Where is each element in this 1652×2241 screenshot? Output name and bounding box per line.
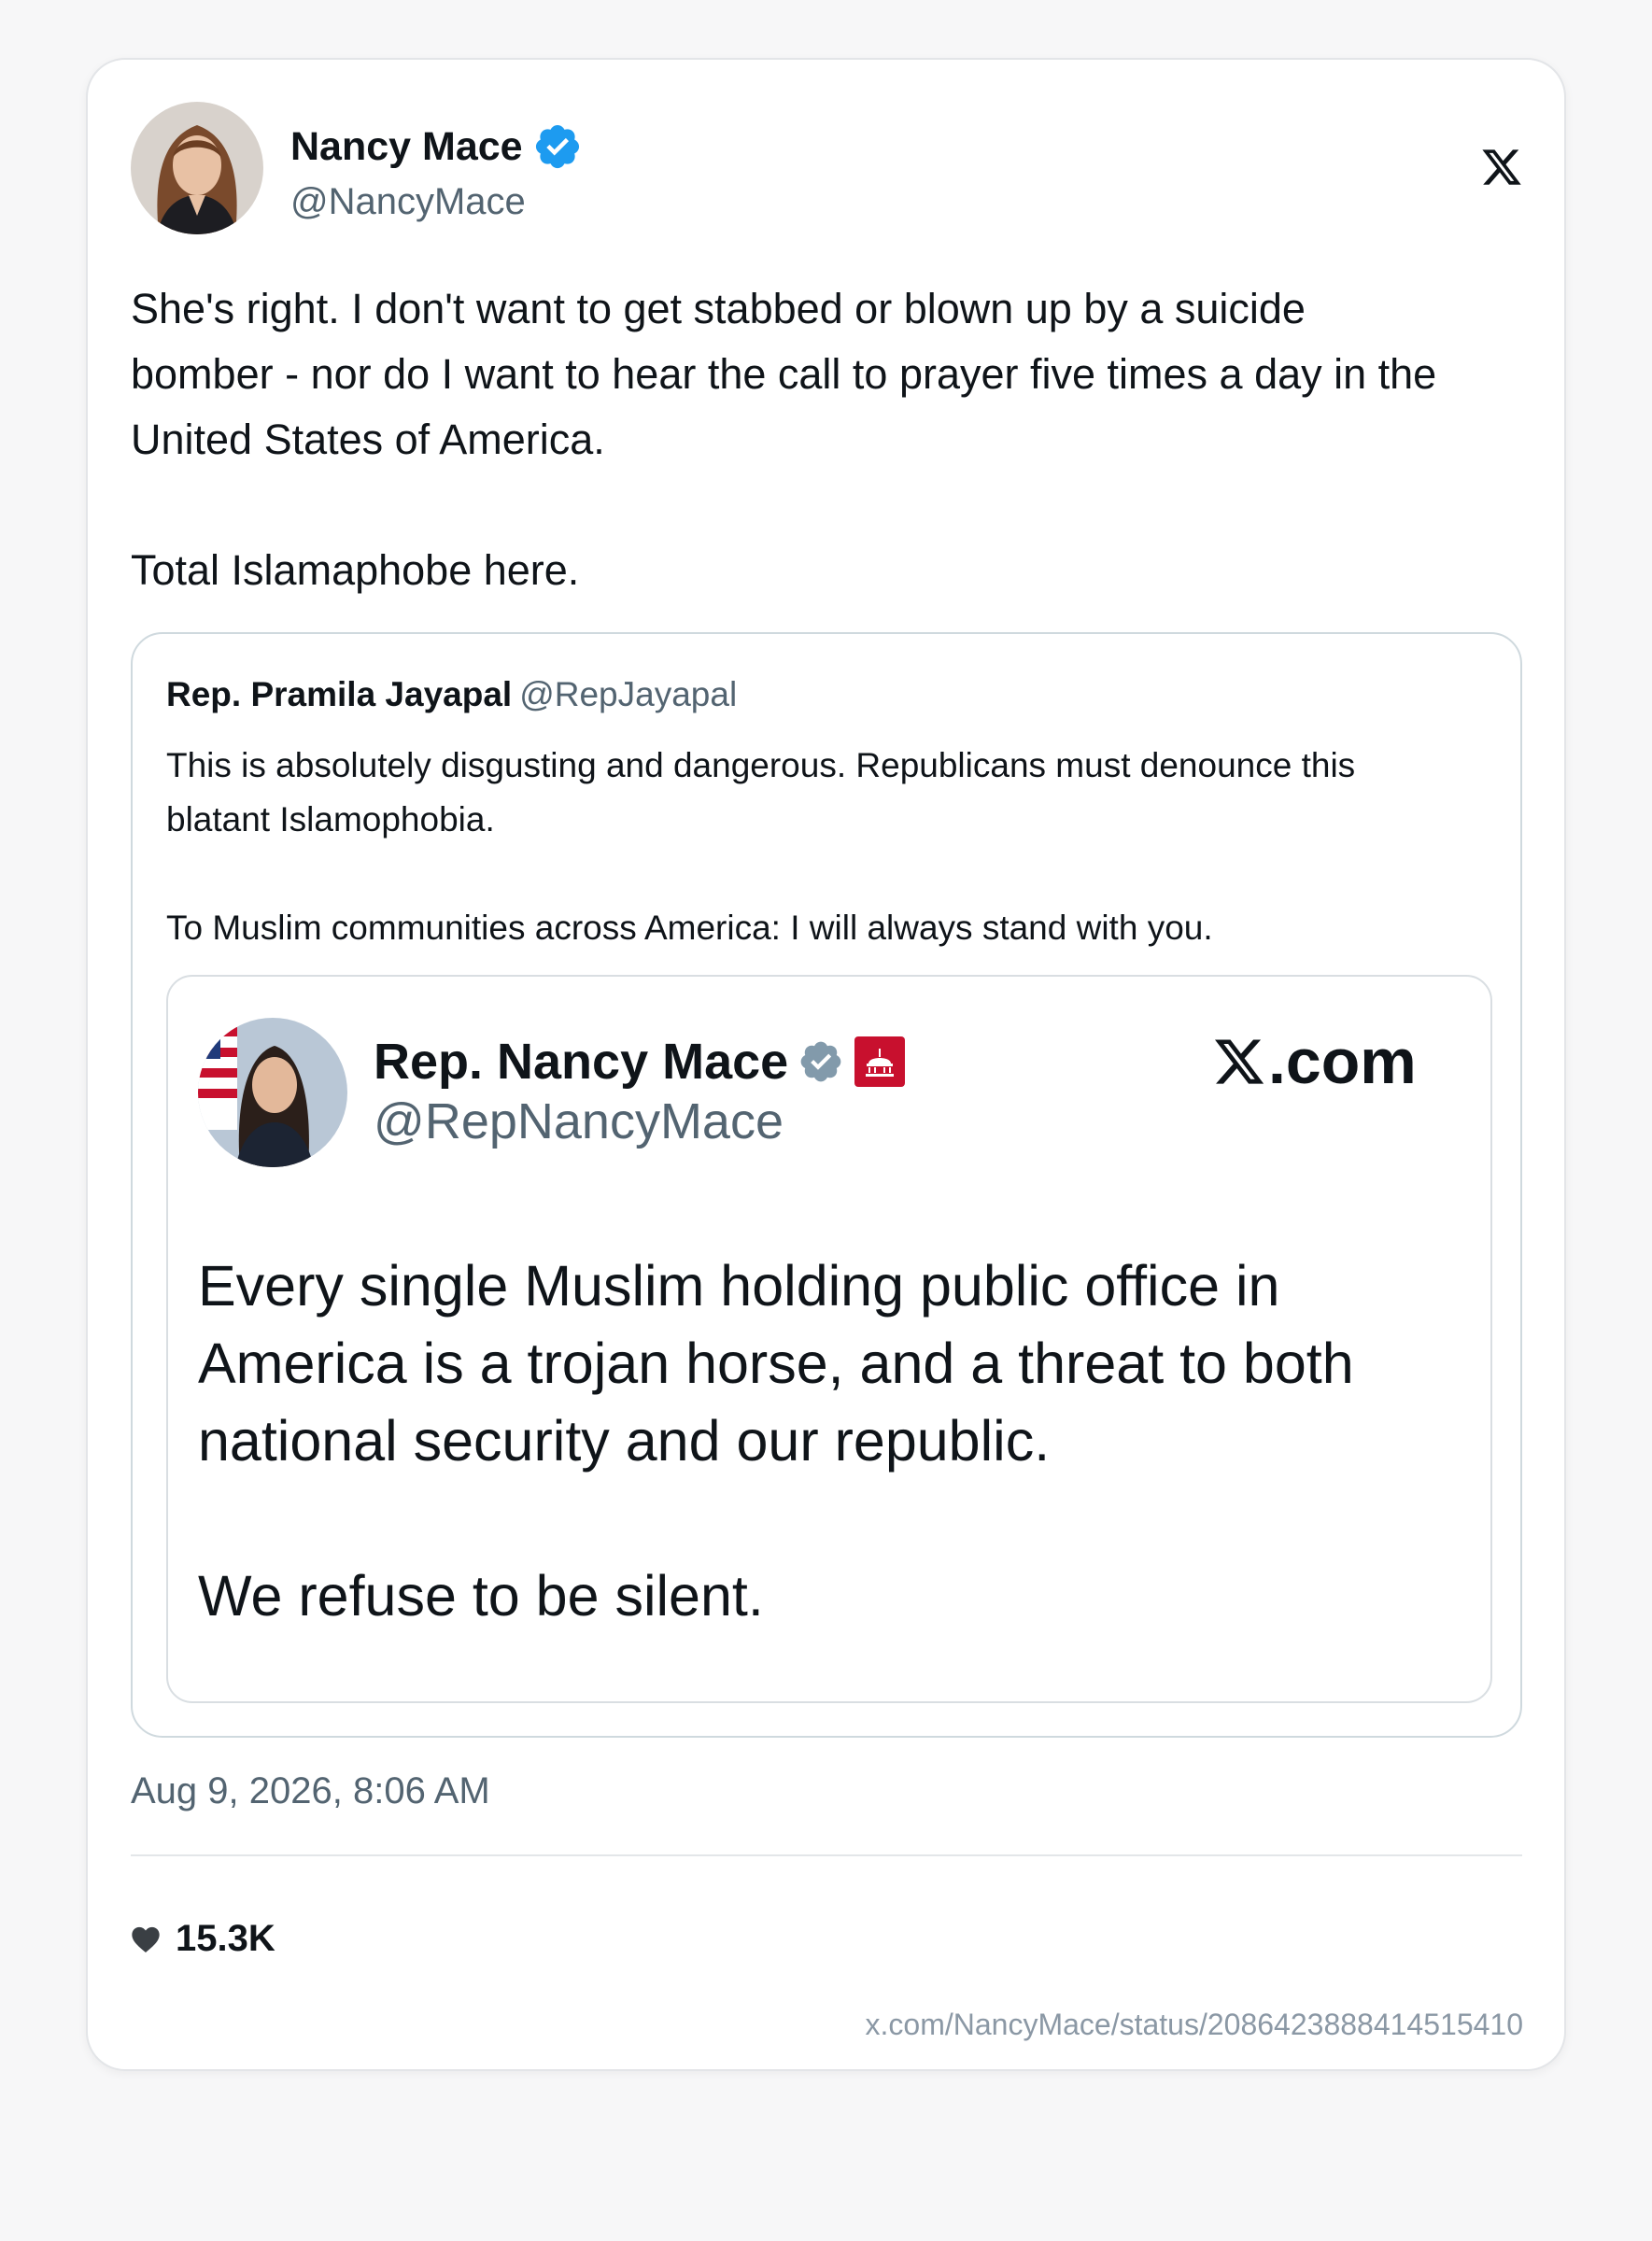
tweet-text: She's right. I don't want to get stabbed or blown up by a suicide bomber - nor do I want to hear the call to prayer five times a day in the United States of America. Total Islamaphobe here. xyxy=(131,285,1437,594)
quoted-tweet[interactable] xyxy=(131,632,1522,1738)
site-label-text: .com xyxy=(1268,1026,1417,1097)
quoted-tweet-text: This is absolutely disgusting and dangerous. Republicans must denounce this blatant Islamophobia. To Muslim communities across America: I will always stand with you. xyxy=(166,746,1356,947)
embedded-author-name: Rep. Nancy Mace xyxy=(374,1034,789,1090)
tweet-card xyxy=(86,58,1566,2071)
embedded-name-row xyxy=(374,1033,906,1091)
tweet-timestamp[interactable]: Aug 9, 2026, 8:06 AM xyxy=(131,1770,490,1811)
x-logo-icon xyxy=(1212,1035,1266,1089)
embedded-screenshot[interactable] xyxy=(166,975,1492,1703)
embedded-author-handle: @RepNancyMace xyxy=(374,1093,784,1149)
likes[interactable] xyxy=(131,1918,275,1960)
author-avatar[interactable] xyxy=(131,102,263,234)
quoted-author-name[interactable]: Rep. Pramila Jayapal xyxy=(166,675,513,713)
house-gop-badge-icon xyxy=(854,1036,906,1088)
author-handle[interactable]: @NancyMace xyxy=(290,181,526,222)
embedded-avatar xyxy=(198,1018,347,1167)
heart-icon xyxy=(131,1925,161,1953)
likes-count: 15.3K xyxy=(176,1918,275,1959)
author-name[interactable]: Nancy Mace xyxy=(290,123,523,169)
quoted-author-handle[interactable]: @RepJayapal xyxy=(519,675,738,713)
x-logo-icon[interactable] xyxy=(1480,146,1523,189)
verified-badge-icon xyxy=(532,121,583,172)
embedded-site-label xyxy=(1212,1025,1417,1098)
author-name-row xyxy=(290,121,583,172)
quoted-author xyxy=(166,675,737,714)
divider xyxy=(131,1854,1522,1856)
embedded-tweet-text: Every single Muslim holding public office in America is a trojan horse, and a threat to both national security and our republic. We refuse to be silent. xyxy=(198,1254,1354,1628)
tweet-url[interactable]: x.com/NancyMace/status/2086423888414515410 xyxy=(865,2008,1523,2041)
gray-verified-badge-icon xyxy=(798,1038,844,1085)
